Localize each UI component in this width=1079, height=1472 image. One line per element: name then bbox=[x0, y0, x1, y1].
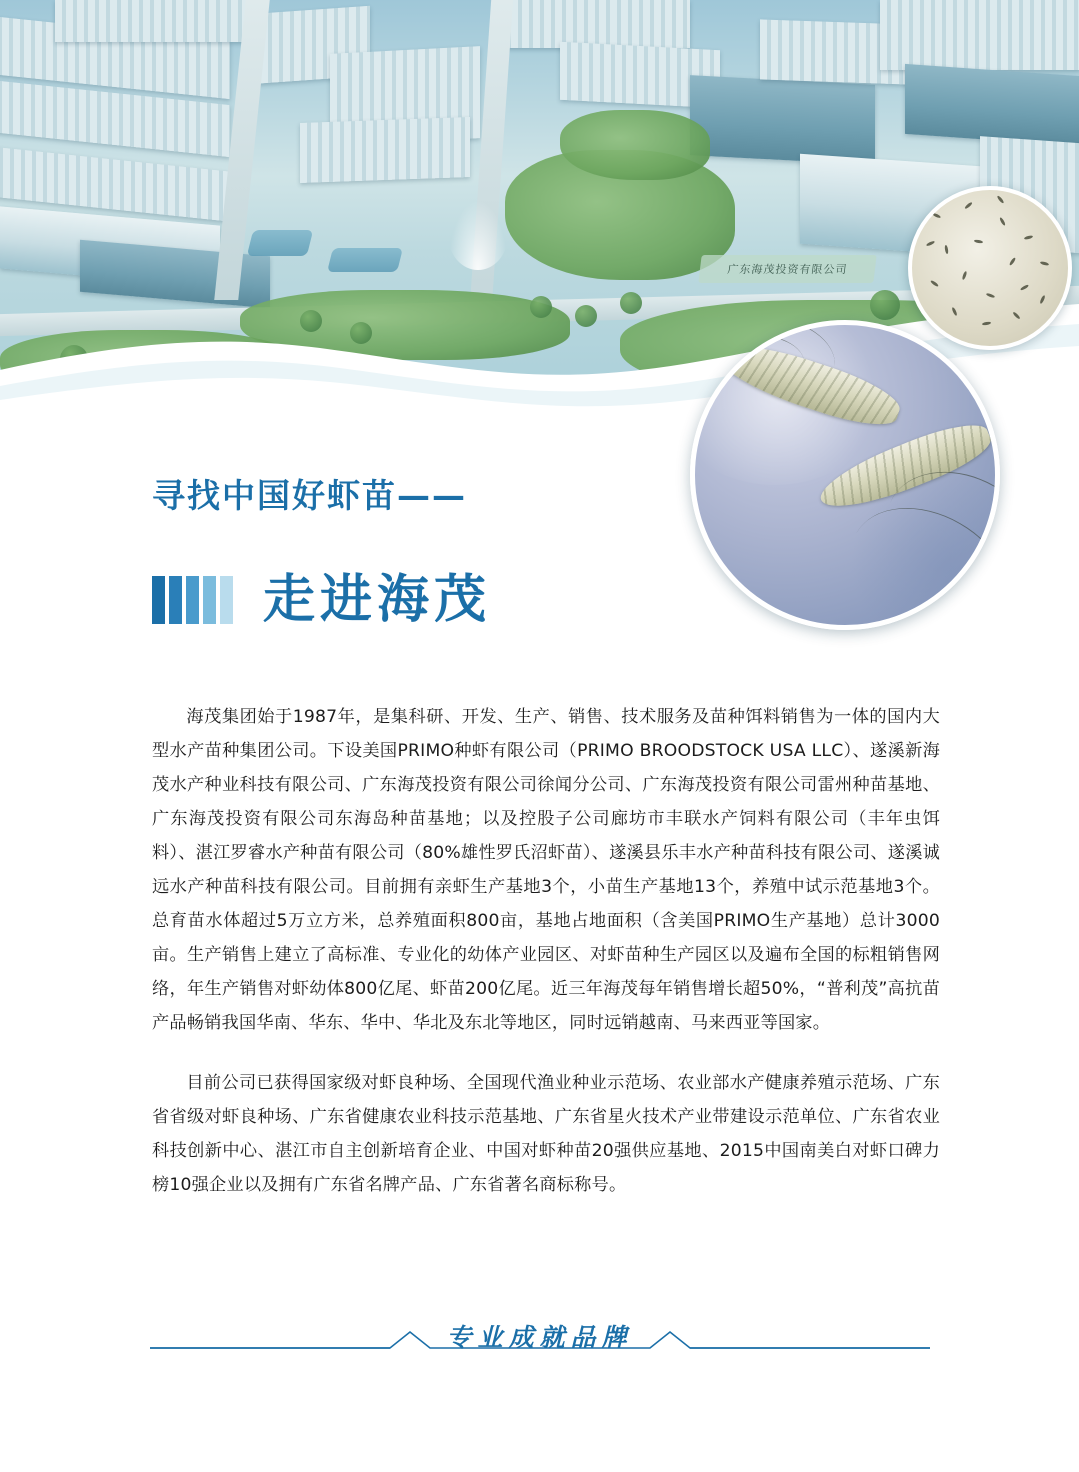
main-title-row bbox=[152, 539, 712, 661]
garden-area bbox=[560, 110, 710, 180]
building-block bbox=[880, 0, 1079, 70]
body-content bbox=[152, 700, 940, 1228]
building-block bbox=[300, 117, 470, 183]
pond bbox=[247, 230, 313, 256]
building-block bbox=[905, 64, 1079, 146]
fountain bbox=[448, 200, 508, 270]
building-block bbox=[500, 0, 690, 48]
shrimp-closeup-photo bbox=[690, 320, 1000, 630]
building-block bbox=[690, 75, 875, 165]
page-title: 走进海茂 bbox=[263, 569, 492, 630]
title-block bbox=[152, 470, 712, 661]
building-block bbox=[55, 0, 255, 42]
shrimp-larvae-photo bbox=[908, 186, 1072, 350]
paragraph-company-overview: 海茂集团始于1987年，是集科研、开发、生产、销售、技术服务及苗种饵料销售为一体的国内大型水产苗种集团公司。下设美国PRIMO种虾有限公司（PRIMO BROODSTOCK USA LLC）、遂溪新海茂水产种业科技有限公司、广东海茂投资有限公司徐闻分公司、广东海茂投资有限公司雷州种苗基地、广东海茂投资有限公司东海岛种苗基地；以及控股子公司廊坊市丰联水产饲料有限公司（丰年虫饵料）、湛江罗睿水产种苗有限公司（80%雄性罗氏沼虾苗）、遂溪县乐丰水产种苗科技有限公司、遂溪诚远水产种苗科技有限公司。目前拥有亲虾生产基地3个，小苗生产基地13个，养殖中试示范基地3个。总育苗水体超过5万立方米，总养殖面积800亩，基地占地面积（含美国PRIMO生产基地）总计3000亩。生产销售上建立了高标准、专业化的幼体产业园区、对虾苗种生产园区以及遍布全国的标粗销售网络，年生产销售对虾幼体800亿尾、虾苗200亿尾。近三年海茂每年销售增长超50%，“普利茂”高抗苗产品畅销我国华南、华东、华中、华北及东北等地区，同时远销越南、马来西亚等国家。 bbox=[152, 707, 940, 1033]
page-subtitle: 寻找中国好虾苗—— bbox=[152, 476, 467, 515]
pond bbox=[327, 248, 403, 272]
paragraph-honors: 目前公司已获得国家级对虾良种场、全国现代渔业种业示范场、农业部水产健康养殖示范场、广东省省级对虾良种场、广东省健康农业科技示范基地、广东省星火技术产业带建设示范单位、广东省农业科技创新中心、湛江市自主创新培育企业、中国对虾种苗20强供应基地、2015中国南美白对虾口碑力榜10强企业以及拥有广东省名牌产品、广东省著名商标称号。 bbox=[152, 1073, 940, 1195]
footer-slogan: 专业成就品牌 bbox=[446, 1323, 633, 1352]
company-signboard: 广东海茂投资有限公司 bbox=[698, 255, 876, 283]
decorative-bars-icon bbox=[152, 576, 237, 624]
